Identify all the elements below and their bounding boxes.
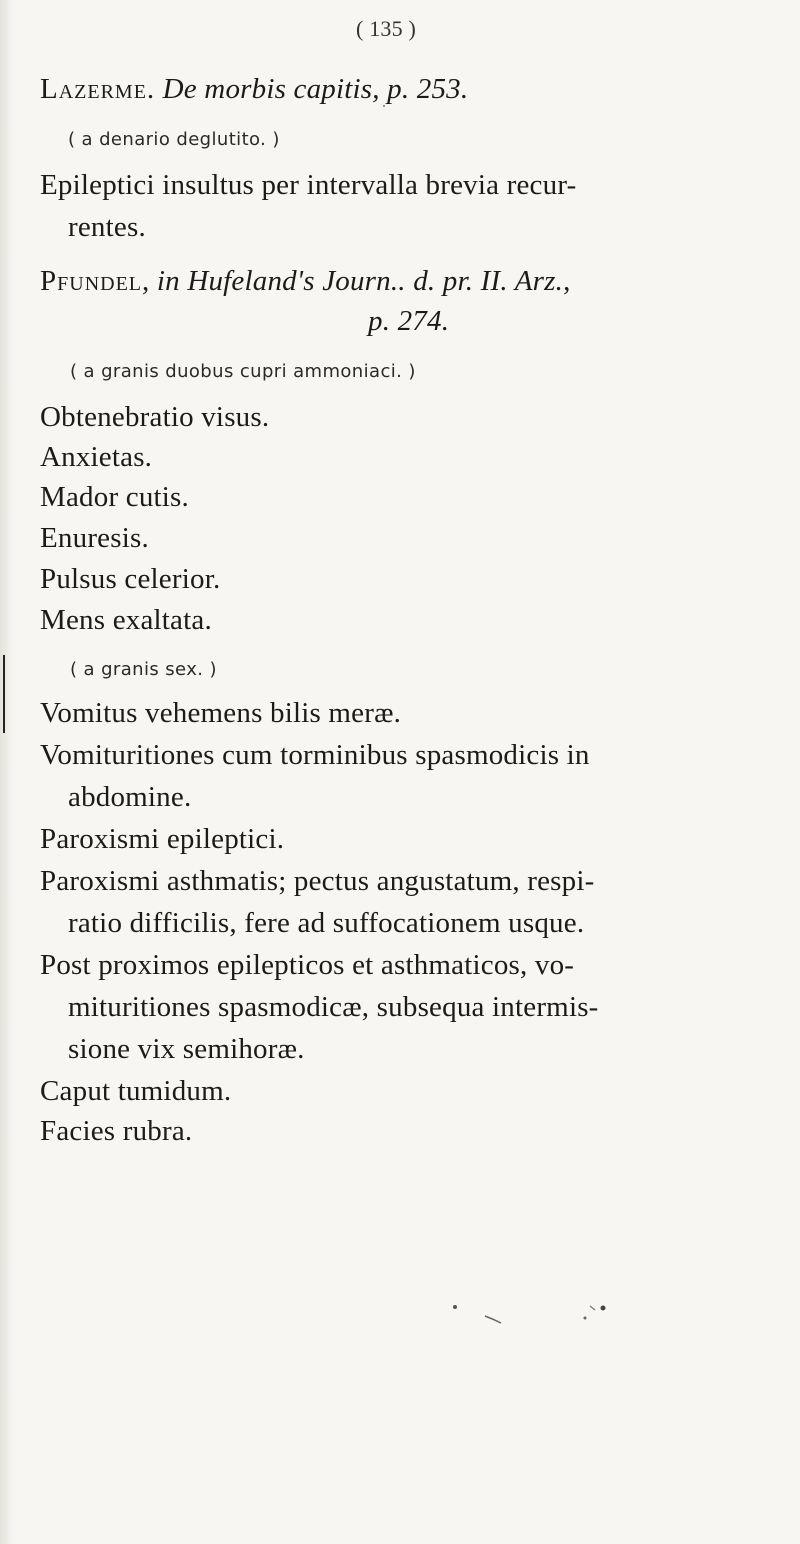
reference-line [40,264,571,298]
source-title: in Hufeland's Journ.. d. pr. II. Arz. [156,265,564,297]
symptom-line: Pulsus celerior. [40,563,221,595]
symptom-line: rentes. [68,211,146,243]
symptom-line: Anxietas. [40,441,153,473]
symptom-line: abdomine. [68,781,192,813]
symptom-line: Obtenebratio visus. [40,401,270,433]
dose-note: ( a denario deglutito. ) [68,129,280,150]
symptom-line: Epileptici insultus per intervalla brevia recur- [40,169,577,201]
symptom-line: ratio difficilis, fere ad suffocationem usque. [68,907,585,939]
page-gutter-shadow [0,0,14,1544]
dose-note: ( a granis sex. ) [70,659,217,680]
symptom-line: Vomitus vehemens bilis meræ. [40,697,402,729]
reference-line [40,72,468,106]
source-page: p. 274. [368,305,450,337]
margin-mark [3,655,5,733]
author-name: Lazerme. [40,73,156,105]
symptom-line: Paroxismi epileptici. [40,823,285,855]
source-separator: , [563,265,571,297]
symptom-line: Caput tumidum. [40,1075,232,1107]
symptom-line: Enuresis. [40,522,149,554]
symptom-line: mituritiones spasmodicæ, subsequa intermis- [68,991,599,1023]
symptom-line: Mens exaltata. [40,604,212,636]
symptom-line: Facies rubra. [40,1115,193,1147]
symptom-line: Vomituritiones cum torminibus spasmodicis in [40,739,590,771]
dose-note: ( a granis duobus cupri ammoniaci. ) [70,361,416,382]
author-name: Pfundel [40,265,143,297]
source-title: De morbis capitis [162,73,373,105]
source-page: , p. 253. [372,73,469,105]
symptom-line: Paroxismi asthmatis; pectus angustatum, respi- [40,865,595,897]
symptom-line: Post proximos epilepticos et asthmaticos, vo- [40,949,575,981]
symptom-line: sione vix semihoræ. [68,1033,305,1065]
symptom-line: Mador cutis. [40,481,189,513]
page-number: ( 135 ) [356,16,417,41]
source-separator: , [142,265,157,297]
